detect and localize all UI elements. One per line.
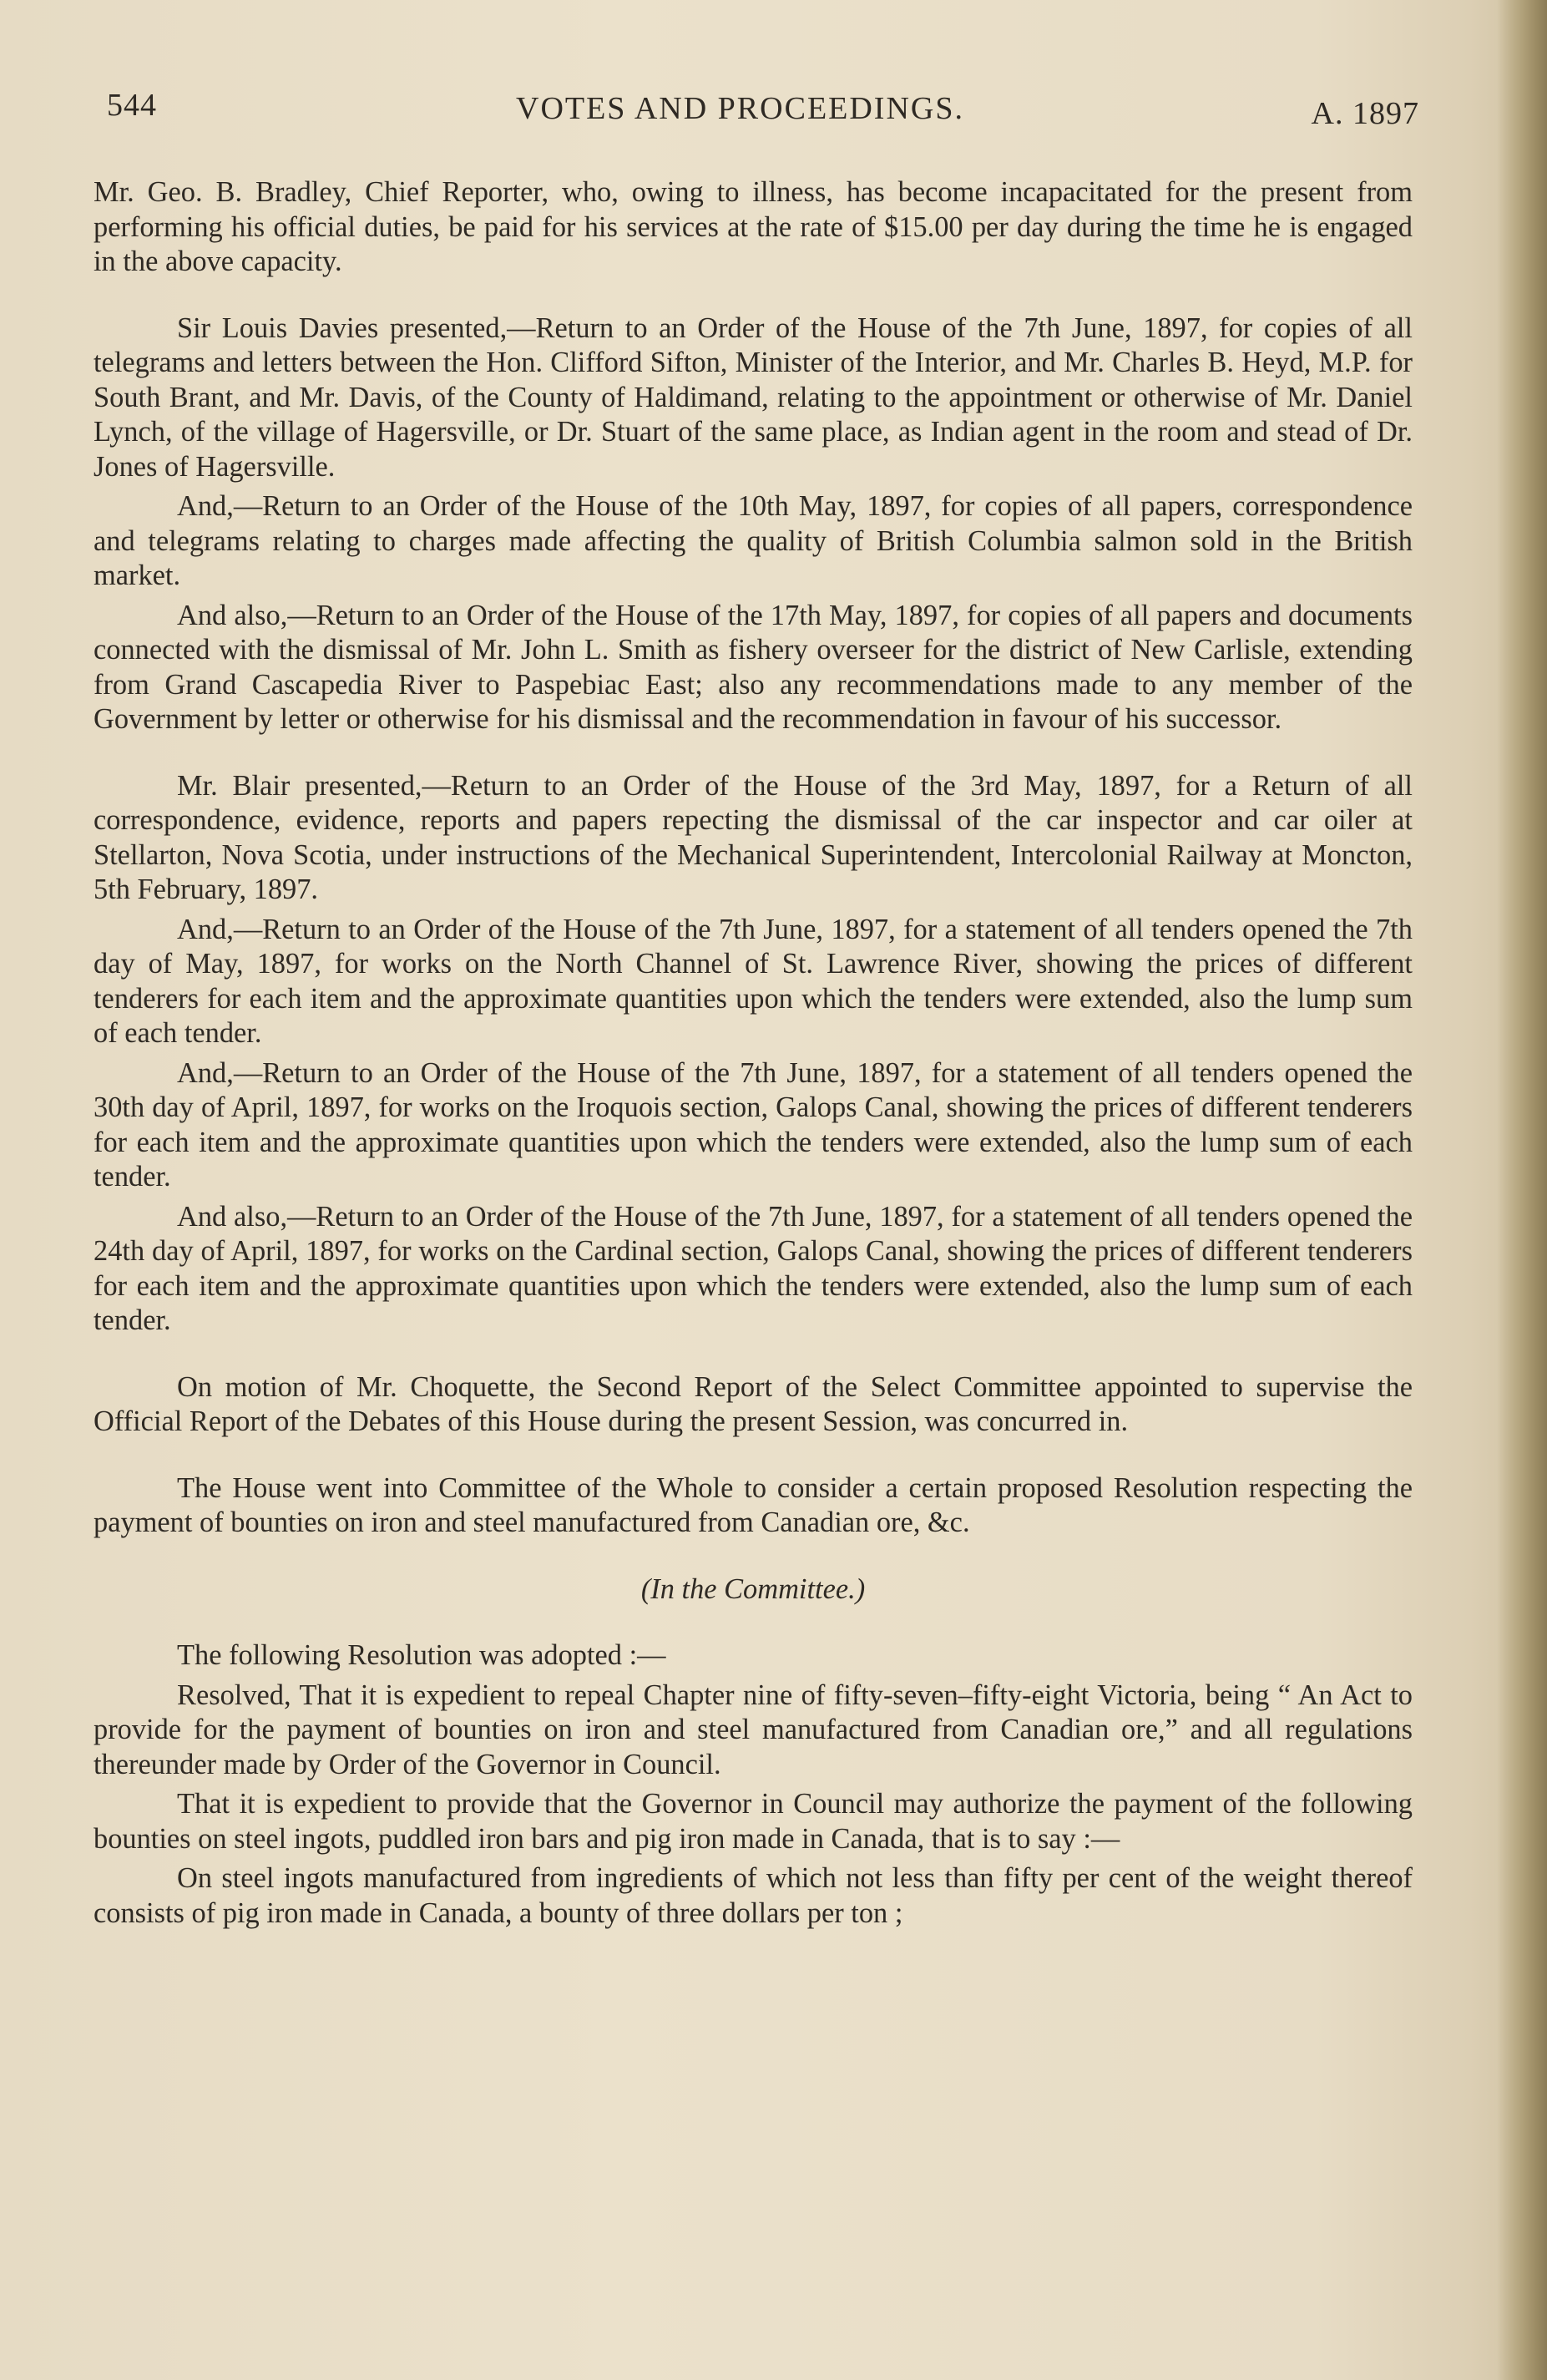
paragraph-resolved: Resolved, That it is expedient to repeal Chapter nine of fifty-seven–fifty-eight Victoria, being “ An Act to provide for the payment of bounties on iron and steel manufactured from Canadian ore,” and all regulations thereunder made by Order of the Governor in Council. [94,1679,1413,1780]
page-header [107,87,1419,129]
paragraph-resolution-adopted: The following Resolution was adopted :— [177,1639,666,1671]
paragraph-committee-of-whole: The House went into Committee of the Whole to consider a certain proposed Resolution respecting the payment of bounties on iron and steel manufactured from Canadian ore, &c. [94,1471,1413,1538]
paragraph-salmon-return: And,—Return to an Order of the House of the 10th May, 1897, for copies of all papers, correspondence and telegrams relating to charges made affecting the quality of British Columbia salmon sold in the British market. [94,490,1413,591]
page-number: 544 [107,88,157,123]
running-head: VOTES AND PROCEEDINGS. [516,91,964,126]
paragraph-north-channel-return: And,—Return to an Order of the House of the 7th June, 1897, for a statement of all tenders opened the 7th day of May, 1897, for works on the North Channel of St. Lawrence River, showing the prices of different tenderers for each item and the approximate quantities upon which the tenders were extended, also the lump sum of each tender. [94,913,1413,1049]
body-text [94,175,1413,1931]
paragraph-blair-return: Mr. Blair presented,—Return to an Order of the House of the 3rd May, 1897, for a Return of all correspondence, evidence, reports and papers repecting the dismissal of the car inspector and car oiler at Stellarton, Nova Scotia, under instructions of the Mechanical Superintendent, Intercolonial Railway at Moncton, 5th February, 1897. [94,769,1413,905]
paragraph-davies-return: Sir Louis Davies presented,—Return to an Order of the House of the 7th June, 1897, for copies of all telegrams and letters between the Hon. Clifford Sifton, Minister of the Interior, and Mr. Charles B. Heyd, M.P. for South Brant, and Mr. Davis, of the County of Haldimand, relating to the appointment or otherwise of Mr. Daniel Lynch, of the village of Hagersville, or Dr. Stuart of the same place, as Indian agent in the room and stead of Dr. Jones of Hagersville. [94,311,1413,483]
paragraph-steel-ingots: On steel ingots manufactured from ingredients of which not less than fifty per cent of the weight thereof consists of pig iron made in Canada, a bounty of three dollars per ton ; [94,1862,1413,1929]
paragraph-cardinal-return: And also,—Return to an Order of the House of the 7th June, 1897, for a statement of all tenders opened the 24th day of April, 1897, for works on the Cardinal section, Galops Canal, showing the prices of different tenderers for each item and the approximate quantities upon which the tenders were extended, also the lump sum of each tender. [94,1200,1413,1336]
paragraph-iroquois-return: And,—Return to an Order of the House of the 7th June, 1897, for a statement of all tenders opened the 30th day of April, 1897, for works on the Iroquois section, Galops Canal, showing the prices of different tenderers for each item and the approximate quantities upon which the tenders were extended, also the lump sum of each tender. [94,1056,1413,1193]
committee-heading: (In the Committee.) [640,1572,866,1605]
paragraph-choquette-motion: On motion of Mr. Choquette, the Second Report of the Select Committee appointed to supervise the Official Report of the Debates of this House during the present Session, was concurred in. [94,1370,1413,1437]
paragraph-smith-return: And also,—Return to an Order of the House of the 17th May, 1897, for copies of all papers and documents connected with the dismissal of Mr. John L. Smith as fishery overseer for the district of New Carlisle, extending from Grand Cascapedia River to Paspebiac East; also any recommendations made to any member of the Government by letter or otherwise for his dismissal and the recommendation in favour of his successor. [94,599,1413,735]
volume-label: A. 1897 [1311,96,1419,131]
book-spine-shadow [1497,0,1547,2380]
paragraph-governor-bounties: That it is expedient to provide that the Governor in Council may authorize the payment of the following bounties on steel ingots, puddled iron bars and pig iron made in Canada, that is to say :— [94,1788,1413,1855]
paragraph-bradley: Mr. Geo. B. Bradley, Chief Reporter, who, owing to illness, has become incapacitated for the present from performing his official duties, be paid for his services at the rate of $15.00 per day during the time he is engaged in the above capacity. [94,176,1413,277]
